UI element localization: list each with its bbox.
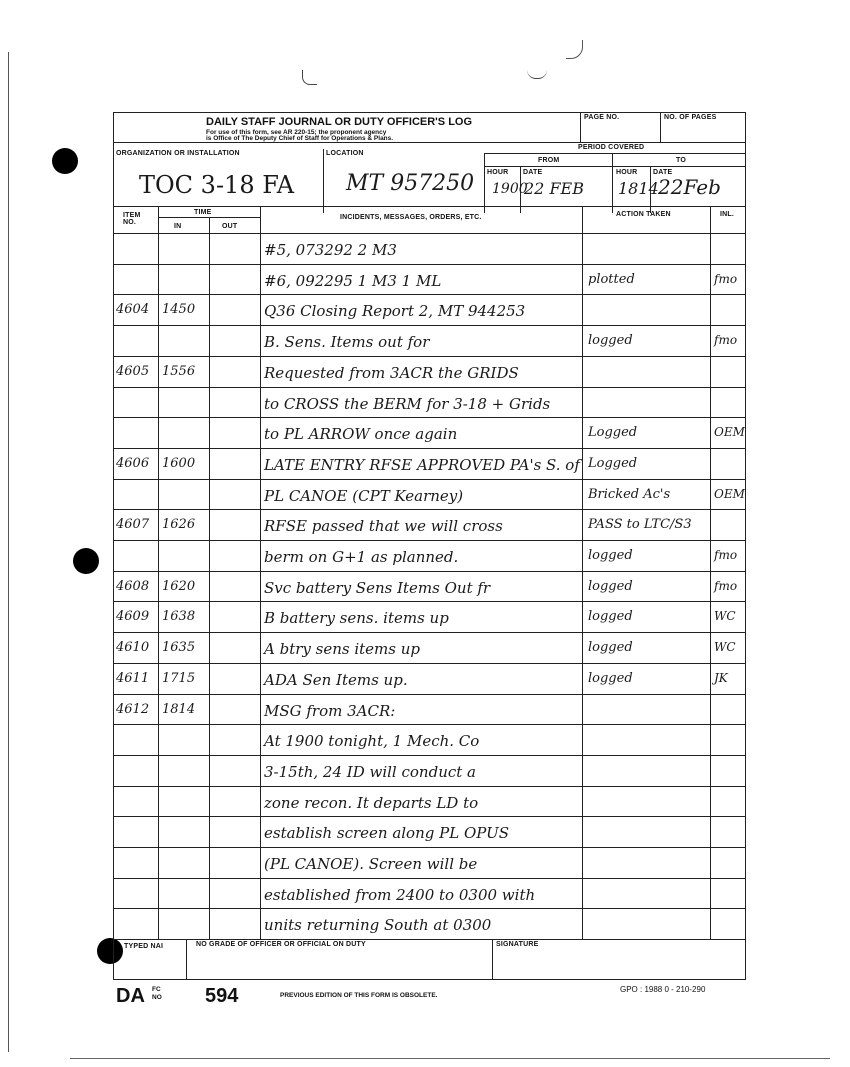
row-action: logged (588, 640, 633, 656)
scan-mark-top-3 (302, 70, 317, 85)
row-item-no: 4610 (116, 640, 150, 656)
row-time-in: 1450 (162, 302, 196, 318)
row-initials: WC (714, 609, 736, 624)
row-rule (114, 387, 745, 388)
row-action: plotted (588, 271, 635, 287)
row-time-in: 1626 (162, 517, 196, 533)
row-rule (114, 694, 745, 695)
to-label: TO (676, 157, 686, 164)
row-time-in: 1814 (162, 701, 196, 717)
row-action: Logged (588, 425, 638, 441)
row-incident: LATE ENTRY RFSE APPROVED PA's S. of (264, 455, 580, 474)
row-initials: fmo (714, 271, 738, 286)
row-incident: ADA Sen Items up. (264, 670, 408, 689)
form-no-label: NO (152, 994, 162, 1001)
to-date-value: 22Feb (658, 175, 721, 199)
row-initials: OEM (714, 425, 745, 440)
row-rule (114, 325, 745, 326)
time-label: TIME (194, 209, 212, 216)
row-rule (114, 847, 745, 848)
form-fc-label: FC (152, 986, 161, 993)
scan-mark-top-1 (566, 40, 583, 59)
page-edge-bottom (70, 1058, 830, 1059)
row-incident: PL CANOE (CPT Kearney) (264, 486, 464, 505)
from-hour-label: HOUR (487, 169, 509, 176)
row-action: logged (588, 670, 633, 686)
row-time-in: 1620 (162, 578, 196, 594)
row-incident: B battery sens. items up (264, 609, 449, 628)
row-rule (114, 663, 745, 664)
location-label: LOCATION (326, 150, 364, 157)
row-rule (114, 294, 745, 295)
page-edge-left (8, 52, 9, 1052)
row-item-no: 4609 (116, 609, 150, 625)
row-initials: fmo (714, 333, 738, 348)
row-rule (114, 816, 745, 817)
row-rule (114, 786, 745, 787)
gpo-print-code: GPO : 1988 0 - 210-290 (620, 985, 706, 994)
location-value: MT 957250 (346, 171, 475, 196)
to-hour-label: HOUR (616, 169, 638, 176)
form-title: DAILY STAFF JOURNAL OR DUTY OFFICER'S LOG (206, 116, 473, 128)
row-time-in: 1638 (162, 609, 196, 625)
row-rule (114, 632, 745, 633)
row-rule (114, 878, 745, 879)
row-rule (114, 571, 745, 572)
row-action: Logged (588, 455, 638, 471)
row-incident: (PL CANOE). Screen will be (264, 855, 478, 873)
row-item-no: 4604 (116, 302, 150, 318)
row-incident: At 1900 tonight, 1 Mech. Co (264, 732, 480, 751)
row-action: logged (588, 548, 633, 563)
row-item-no: 4605 (116, 363, 150, 379)
from-label: FROM (538, 157, 560, 164)
row-rule (114, 509, 745, 510)
row-item-no: 4608 (116, 578, 150, 594)
form-subtitle-2: is Office of The Deputy Chief of Staff for Operations & Plans. (206, 135, 394, 142)
row-action: PASS to LTC/S3 (588, 517, 692, 533)
row-item-no: 4612 (116, 701, 150, 717)
initials-label: INL. (720, 211, 735, 218)
row-rule (114, 417, 745, 418)
row-rule (114, 448, 745, 449)
row-incident: RFSE passed that we will cross (264, 517, 503, 536)
row-action: logged (588, 609, 633, 625)
row-rule (114, 540, 745, 541)
scan-mark-top-2 (527, 70, 547, 79)
row-time-in: 1600 (162, 455, 196, 471)
row-incident: establish screen along PL OPUS (264, 824, 509, 843)
row-incident: berm on G+1 as planned. (264, 548, 459, 566)
row-incident: A btry sens items up (264, 640, 420, 659)
organization-value: TOC 3-18 FA (139, 171, 295, 199)
from-hour-value: 1900 (492, 181, 528, 197)
row-incident: established from 2400 to 0300 with (264, 885, 536, 904)
form-number: 594 (205, 985, 239, 1007)
row-incident: to CROSS the BERM for 3-18 + Grids (264, 394, 551, 413)
signature-label: SIGNATURE (496, 941, 539, 948)
row-initials: fmo (714, 578, 738, 593)
row-rule (114, 755, 745, 756)
row-rule (114, 601, 745, 602)
period-covered-label: PERIOD COVERED (578, 144, 645, 151)
row-incident: #6, 092295 1 M3 1 ML (264, 271, 442, 290)
page-no-label: PAGE NO. (584, 114, 620, 121)
item-no-label: ITEM NO. (123, 212, 141, 226)
row-rule (114, 264, 745, 265)
from-date-value: 22 FEB (524, 179, 584, 198)
action-taken-label: ACTION TAKEN (616, 211, 671, 218)
row-item-no: 4611 (116, 670, 150, 686)
row-rule (114, 908, 745, 909)
from-date-label: DATE (523, 169, 543, 176)
row-item-no: 4606 (116, 455, 150, 471)
form-da-label: DA (116, 985, 145, 1007)
row-incident: MSG from 3ACR: (264, 701, 396, 720)
row-rule (114, 479, 745, 480)
row-initials: fmo (714, 548, 738, 562)
to-date-label: DATE (653, 169, 673, 176)
row-incident: B. Sens. Items out for (264, 333, 430, 352)
row-incident: Q36 Closing Report 2, MT 944253 (264, 302, 526, 321)
row-time-in: 1635 (162, 640, 196, 656)
row-initials: OEM (714, 486, 745, 501)
row-action: logged (588, 578, 633, 594)
row-initials: WC (714, 640, 736, 655)
no-of-pages-label: NO. OF PAGES (664, 114, 717, 121)
punch-hole-middle (73, 548, 99, 574)
grade-label: NO GRADE OF OFFICER OR OFFICIAL ON DUTY (196, 941, 366, 948)
row-initials: JK (714, 670, 728, 685)
to-hour-value: 1814 (618, 179, 659, 198)
row-time-in: 1715 (162, 670, 196, 686)
row-incident: 3-15th, 24 ID will conduct a (264, 762, 476, 781)
row-incident: to PL ARROW once again (264, 425, 458, 444)
punch-hole-top (52, 148, 78, 174)
row-action: Bricked Ac's (588, 486, 671, 502)
row-incident: units returning South at 0300 (264, 916, 492, 935)
time-out-label: OUT (222, 223, 238, 230)
row-incident: zone recon. It departs LD to (264, 793, 479, 812)
row-rule (114, 356, 745, 357)
previous-edition-note: PREVIOUS EDITION OF THIS FORM IS OBSOLETE. (280, 992, 438, 999)
form-subtitle-1: For use of this form, see AR 220-15; the proponent agency (206, 129, 387, 136)
row-time-in: 1556 (162, 363, 196, 379)
row-rule (114, 724, 745, 725)
organization-label: ORGANIZATION OR INSTALLATION (116, 150, 240, 157)
row-incident: #5, 073292 2 M3 (264, 241, 397, 259)
row-action: logged (588, 333, 633, 349)
staff-journal-form (113, 112, 746, 980)
incidents-label: INCIDENTS, MESSAGES, ORDERS, ETC. (340, 214, 482, 221)
row-incident: Requested from 3ACR the GRIDS (264, 363, 519, 382)
row-item-no: 4607 (116, 517, 150, 533)
typed-name-label: TYPED NAI (124, 943, 164, 950)
row-incident: Svc battery Sens Items Out fr (264, 578, 491, 597)
time-in-label: IN (174, 223, 182, 230)
